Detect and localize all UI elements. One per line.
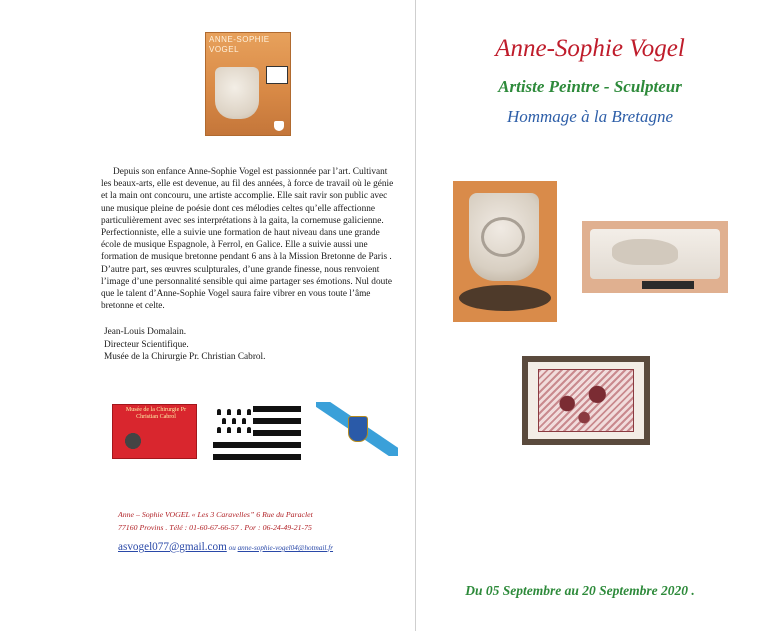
email-link-hotmail[interactable]: anne-sophie-vogel04@hotmail.fr <box>237 544 334 552</box>
relief-stand <box>642 281 694 289</box>
cat-figure <box>612 239 678 265</box>
artist-name-heading: Anne-Sophie Vogel <box>495 35 685 62</box>
frame-mat <box>528 362 644 439</box>
intro-paragraph: Depuis son enfance Anne-Sophie Vogel est passionnée par l’art. Cultivant les beaux-arts, elle est devenue, au fil des années, à force de travail où le génie et la main ont concouru, une artiste accomplie. Elle sait ravir son public avec une musique pleine de poésie dont ces mélodies celtes qu’elle affectionne particulièrement avec ses interprétations à la gaita, la cornemuse galicienne. Perfectionniste, elle a suivie une formation de haut niveau dans une grande école de musique Espagnole, à Ferrol, en Galice. Elle a suivie aussi une formation de musique bretonne pendant 6 ans à la Mission Bretonne de Paris . D’autre part, ses œuvres sculpturales, d’une grande finesse, nous renvoient l’image d’une personnalité sensible qui aime partager ses émotions. Nul doute que le talent d’Anne-Sophie Vogel saura faire vibrer en vous toute l’âme bretonne et celte. <box>101 167 394 312</box>
poster-badge <box>266 66 288 84</box>
email-row <box>118 537 333 555</box>
sculpture-base <box>459 285 551 311</box>
exhibition-dates: Du 05 Septembre au 20 Septembre 2020 . <box>465 583 695 598</box>
triskele-sculpture-photo <box>453 181 557 322</box>
framed-artwork-photo <box>522 356 650 445</box>
poster-sculpture-image <box>215 67 259 119</box>
signature-role: Directeur Scientifique. <box>104 339 189 350</box>
signature-name: Jean-Louis Domalain. <box>104 327 187 337</box>
poster-title: ANNE-SOPHIE VOGEL <box>209 35 270 54</box>
museum-logo-text: Musée de la Chirurgie Pr Christian Cabrol <box>125 407 187 420</box>
signature-organization: Musée de la Chirurgie Pr. Christian Cabrol. <box>104 352 266 363</box>
page-fold-divider <box>415 0 416 631</box>
exhibition-theme: Hommage à la Bretagne <box>506 107 674 126</box>
artist-role-subtitle: Artiste Peintre - Sculpteur <box>498 77 682 96</box>
triskele-icon <box>481 217 525 257</box>
poster-shield-icon <box>274 121 284 131</box>
museum-logo <box>112 404 197 459</box>
email-link-gmail[interactable]: asvogel077@gmail.com <box>118 541 227 553</box>
galician-flag <box>316 402 398 456</box>
contact-address: Anne – Sophie VOGEL « Les 3 Caravelles” 6 Rue du Paraclet <box>118 510 313 519</box>
contact-block <box>118 509 408 535</box>
breton-flag-canton <box>213 406 253 436</box>
exhibition-poster-image <box>205 32 291 136</box>
museum-logo-image <box>119 427 147 455</box>
signature-block <box>104 326 364 364</box>
galician-coat-of-arms-icon <box>348 416 368 442</box>
toile-print-artwork <box>538 369 634 432</box>
contact-phones: 77160 Provins . Télé : 01-60-67-66-57 . Por : 06-24-49-21-75 <box>118 522 312 532</box>
breton-flag <box>213 406 301 460</box>
cat-relief-sculpture-photo <box>582 221 728 293</box>
email-separator: ou <box>226 544 238 552</box>
